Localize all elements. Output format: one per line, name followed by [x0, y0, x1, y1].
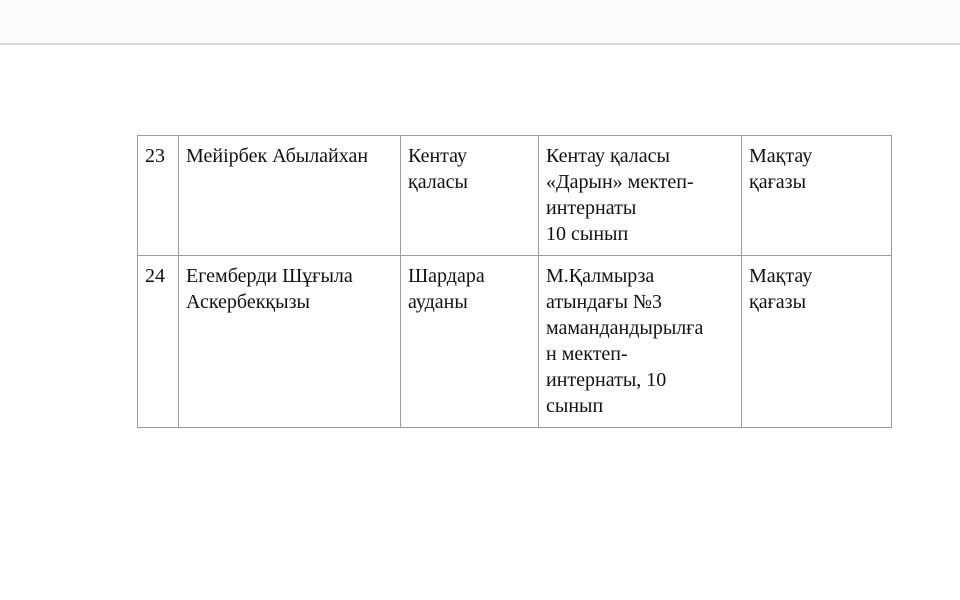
award-cell: Мақтау қағазы [742, 256, 892, 428]
award-cell: Мақтау қағазы [742, 136, 892, 256]
region-cell: Кентау қаласы [401, 136, 539, 256]
table-row [138, 136, 892, 256]
row-number-cell: 23 [138, 136, 179, 256]
awards-table [137, 135, 892, 428]
region-cell: Шардара ауданы [401, 256, 539, 428]
page-edge-divider [0, 43, 960, 45]
row-number-cell: 24 [138, 256, 179, 428]
student-name-cell: Мейірбек Абылайхан [179, 136, 401, 256]
table-row [138, 256, 892, 428]
top-strip [0, 0, 960, 44]
school-cell: Кентау қаласы «Дарын» мектеп- интернаты 10 сынып [539, 136, 742, 256]
student-name-cell: Егемберди Шұғыла Аскербекқызы [179, 256, 401, 428]
school-cell: М.Қалмырза атындағы №3 мамандандырылға н мектеп- интернаты, 10 сынып [539, 256, 742, 428]
